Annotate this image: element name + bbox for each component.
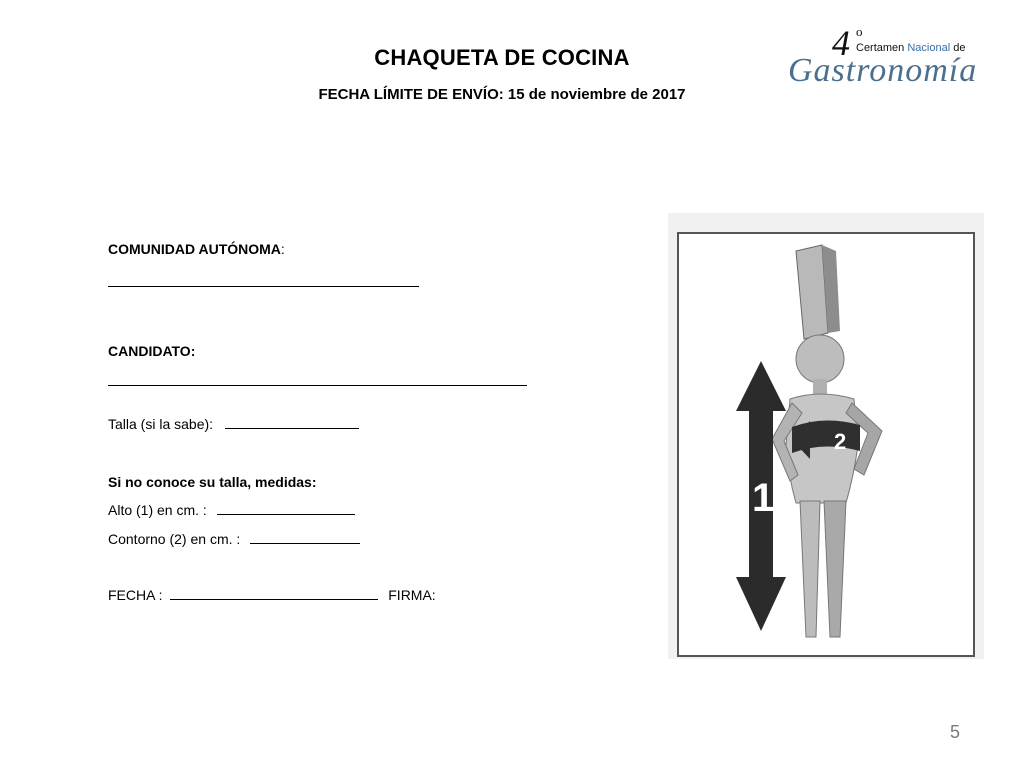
fecha-firma-row [108,587,436,603]
contorno-blank-line[interactable] [250,531,360,544]
measurement-illustration [668,213,984,659]
alto-number-label: 1 [752,476,775,520]
comunidad-blank-line[interactable] [108,286,419,287]
mannequin-neck [813,379,827,395]
alto-blank-line[interactable] [217,502,355,515]
logo-word-de: de [953,42,966,54]
logo-word-nacional: Nacional [907,42,951,54]
logo-edition-number: 4 [832,23,850,63]
no-conoce-talla-label: Si no conoce su talla, medidas: [108,474,317,490]
comunidad-colon: : [280,241,285,257]
deadline-date: 15 de noviembre de 2017 [507,86,686,103]
comunidad-label [108,241,285,257]
firma-label: FIRMA: [388,587,436,603]
talla-blank-line[interactable] [225,416,359,429]
logo-ordinal-superscript: o [856,24,863,39]
talla-label: Talla (si la sabe): [108,416,214,432]
mannequin-head [796,335,844,383]
comunidad-label-text: COMUNIDAD AUTÓNOMA [108,241,281,257]
measurement-figure-svg [668,213,984,659]
deadline-label: FECHA LÍMITE DE ENVÍO: [318,86,504,103]
certamen-logo [786,22,976,98]
candidato-label: CANDIDATO: [108,343,196,359]
contorno-number-label: 2 [834,429,847,454]
fecha-label: FECHA : [108,587,163,603]
page-title: CHAQUETA DE COCINA [374,45,630,70]
contorno-label: Contorno (2) en cm. : [108,531,241,547]
alto-label: Alto (1) en cm. : [108,502,207,518]
candidato-blank-line[interactable] [108,385,527,386]
contorno-row [108,531,360,547]
logo-word-certamen: Certamen [856,42,905,54]
page-number: 5 [950,722,961,742]
talla-row [108,416,359,432]
logo-script-word: Gastronomía [788,52,978,89]
alto-row [108,502,355,518]
fecha-blank-line[interactable] [170,587,378,600]
